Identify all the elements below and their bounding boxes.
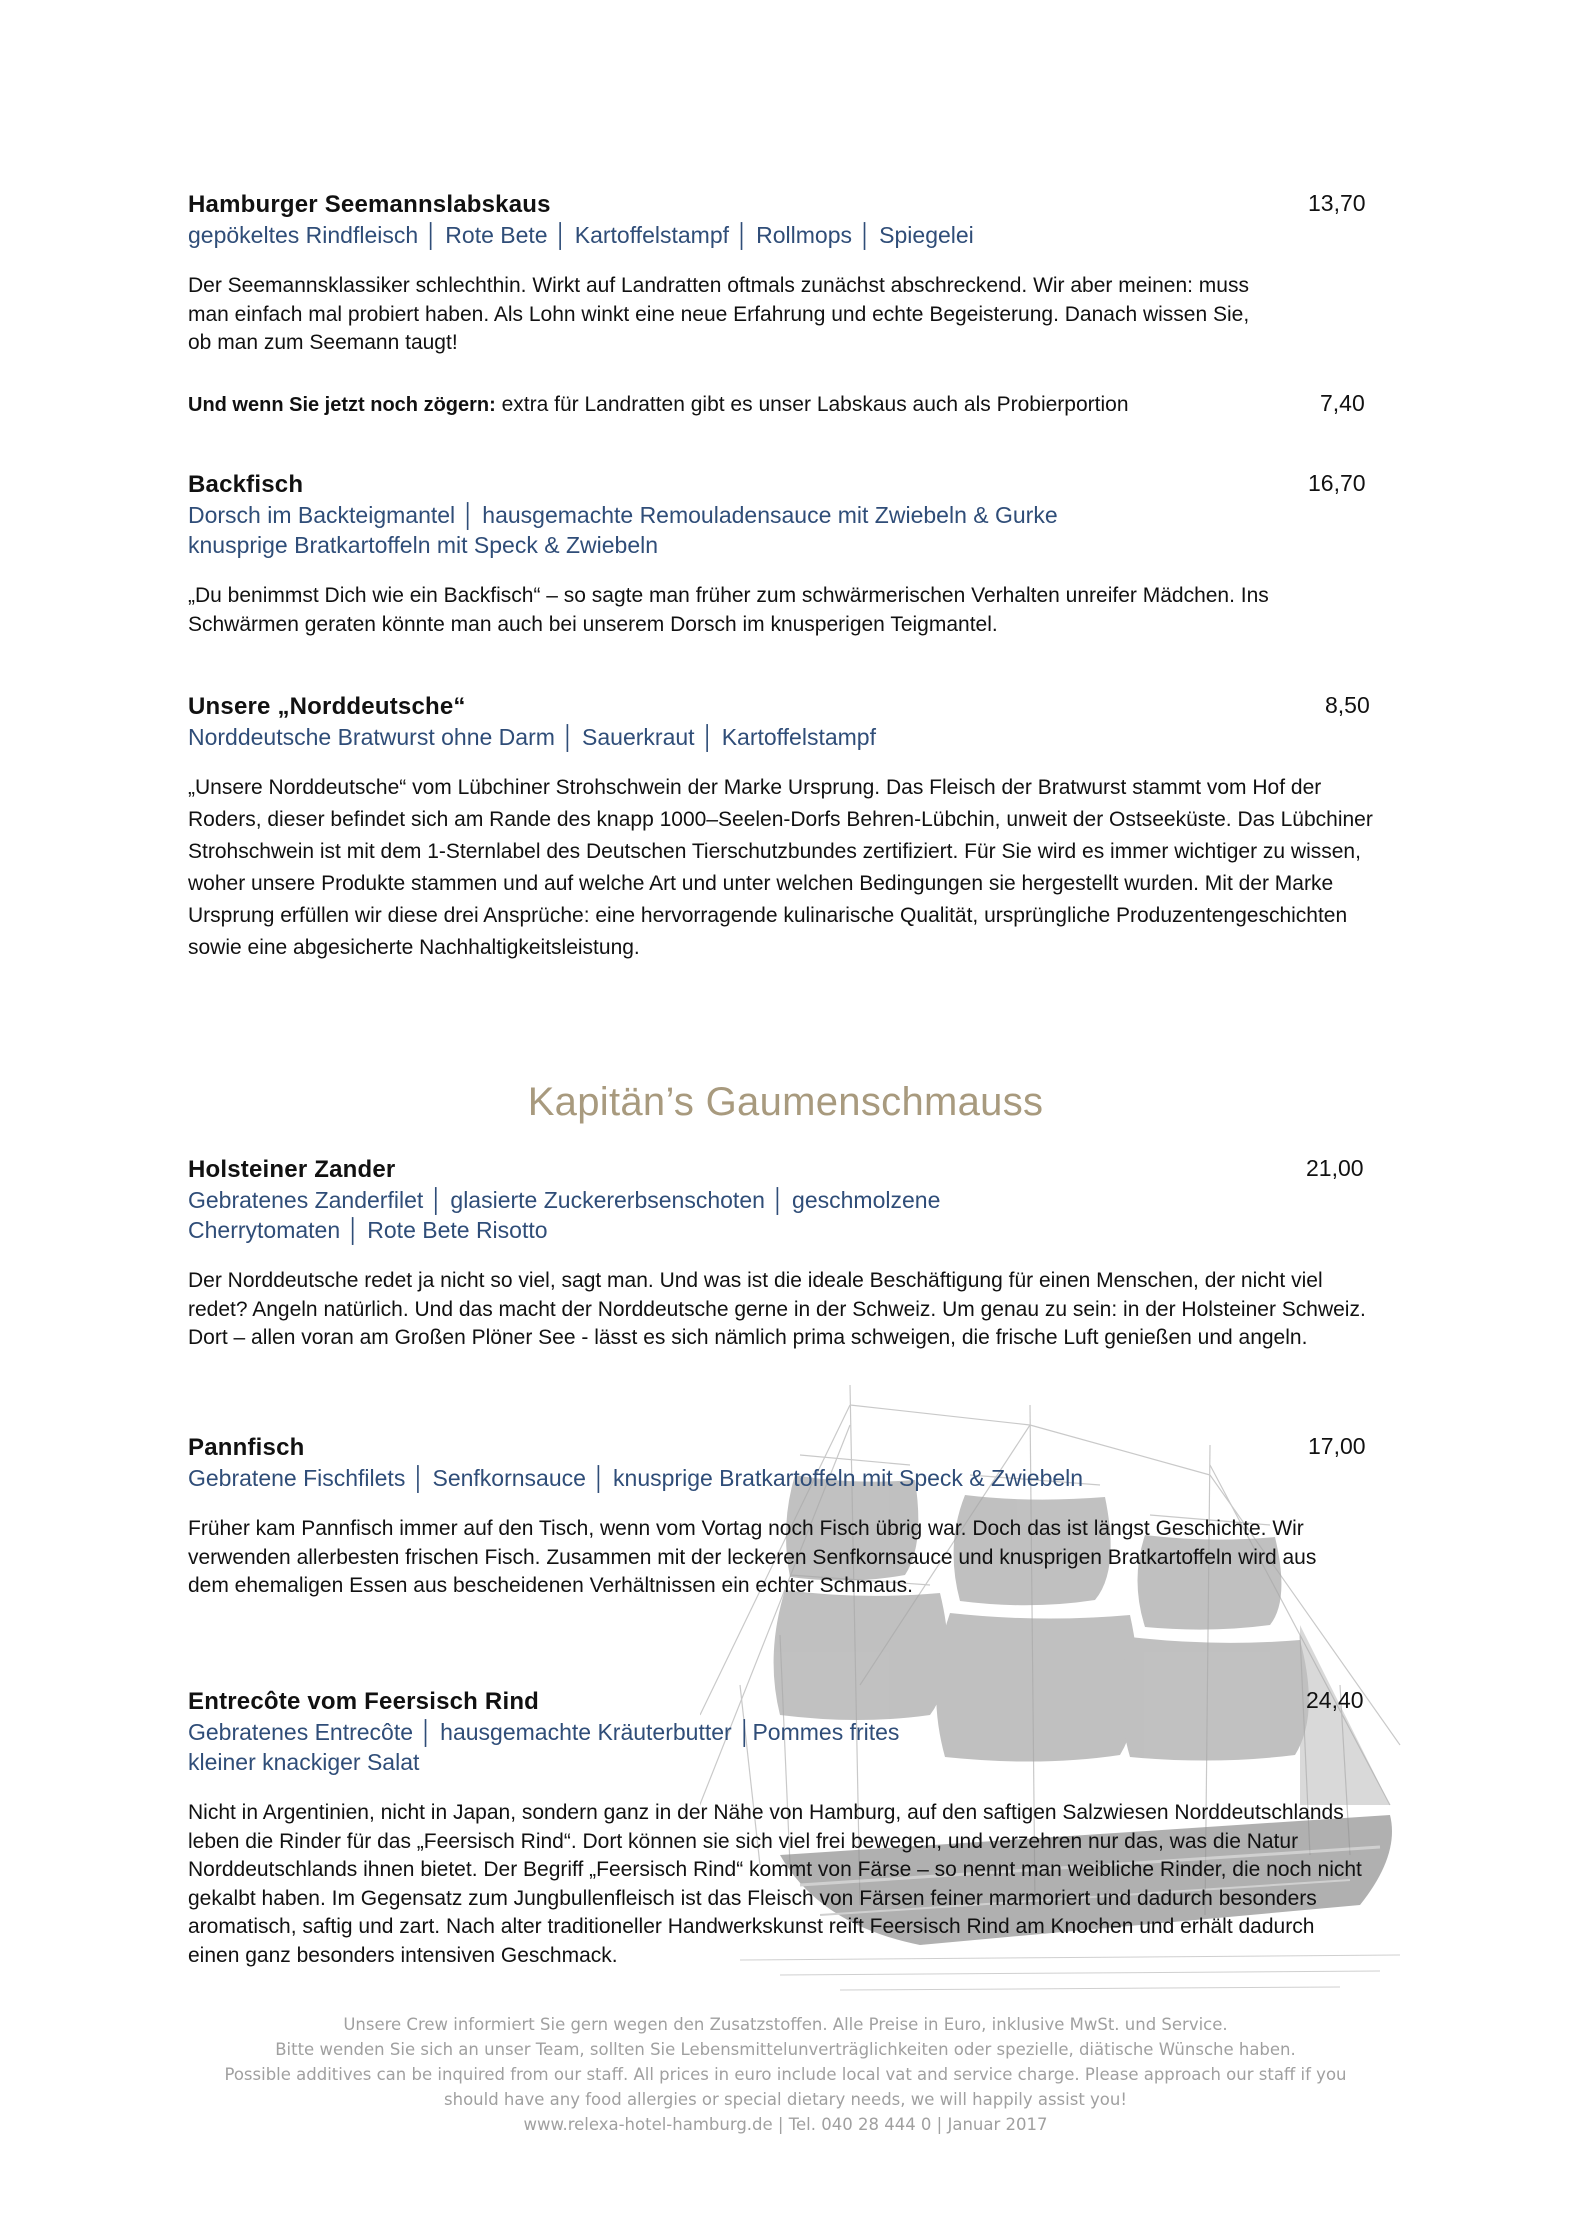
dish-ingredients-line2: knusprige Bratkartoffeln mit Speck & Zwiebeln (188, 532, 659, 558)
dish-ingredients: Dorsch im Backteigmantel │ hausgemachte Remouladensauce mit Zwiebeln & Gurke (188, 502, 1058, 528)
labskaus-tasting-portion (188, 390, 1338, 420)
dish-description: „Du benimmst Dich wie ein Backfisch“ – so sagte man früher zum schwärmerischen Verhalten unreifer Mädchen. Ins Schwärmen geraten könnte man auch bei unserem Dorsch im knusperigen Teigmantel. (188, 584, 1269, 636)
tasting-portion-text: extra für Landratten gibt es unser Labskaus auch als Probierportion (495, 393, 1129, 416)
footer-notice (0, 2012, 1571, 2137)
dish-ingredients: Norddeutsche Bratwurst ohne Darm │ Sauerkraut │ Kartoffelstampf (188, 724, 876, 750)
menu-item-pannfisch (188, 1433, 1388, 1601)
dish-title: Entrecôte vom Feersisch Rind (188, 1688, 540, 1715)
dish-ingredients: gepökeltes Rindfleisch │ Rote Bete │ Kartoffelstampf │ Rollmops │ Spiegelei (188, 222, 974, 248)
dish-price: 8,50 (1325, 692, 1370, 718)
dish-title: Backfisch (188, 471, 304, 498)
dish-price: 16,70 (1308, 470, 1366, 496)
footer-line: should have any food allergies or special dietary needs, we will happily assist you! (444, 2090, 1127, 2109)
menu-item-zander (188, 1155, 1388, 1353)
dish-description: „Unsere Norddeutsche“ vom Lübchiner Strohschwein der Marke Ursprung. Das Fleisch der Bratwurst stammt vom Hof der Roders, dieser befindet sich am Rande des knapp 1000–Seelen-Dorfs Behren-Lübchin, unweit der Ostseeküste. Das Lübchiner Strohschwein ist mit dem 1-Sternlabel des Deutschen Tierschutzbundes zertifiziert. Für Sie wird es immer wichtiger zu wissen, woher unsere Produkte stammen und auf welche Art und unter welchen Bedingungen sie hergestellt wurden. Mit der Marke Ursprung erfüllen wir diese drei Ansprüche: eine hervorragende kulinarische Qualität, ursprüngliche Produzentengeschichten sowie eine abgesicherte Nachhaltigkeitsleistung. (188, 776, 1373, 959)
section-title: Kapitän’s Gaumenschmauss (527, 1080, 1044, 1124)
dish-description: Der Norddeutsche redet ja nicht so viel, sagt man. Und was ist die ideale Beschäftigung für einen Menschen, der nicht viel redet? Angeln natürlich. Und das macht der Norddeutsche gerne in der Schweiz. Um genau zu sein: in der Holsteiner Schweiz. Dort – allen voran am Großen Plöner See - lässt es sich nämlich prima schweigen, die frische Luft genießen und angeln. (188, 1269, 1366, 1349)
footer-line: Possible additives can be inquired from our staff. All prices in euro include local vat and service charge. Please approach our staff if you (224, 2065, 1347, 2084)
menu-item-backfisch (188, 470, 1388, 639)
dish-title: Unsere „Norddeutsche“ (188, 693, 466, 720)
dish-description: Früher kam Pannfisch immer auf den Tisch, wenn vom Vortag noch Fisch übrig war. Doch das ist längst Geschichte. Wir verwenden allerbesten frischen Fisch. Zusammen mit der leckeren Senfkornsauce und knusprigen Bratkartoffeln wird aus dem ehemaligen Essen aus bescheidenen Verhältnissen ein echter Schmaus. (188, 1517, 1317, 1597)
dish-title: Hamburger Seemannslabskaus (188, 191, 551, 218)
tasting-portion-lead: Und wenn Sie jetzt noch zögern: (188, 394, 496, 416)
footer-line: Unsere Crew informiert Sie gern wegen den Zusatzstoffen. Alle Preise in Euro, inklusive MwSt. und Service. (343, 2015, 1228, 2034)
dish-ingredients: Gebratenes Entrecôte │ hausgemachte Kräuterbutter │Pommes frites (188, 1719, 900, 1745)
dish-price: 21,00 (1306, 1155, 1364, 1181)
tasting-portion-price: 7,40 (1320, 390, 1365, 416)
dish-ingredients-line2: kleiner knackiger Salat (188, 1749, 420, 1775)
dish-description: Nicht in Argentinien, nicht in Japan, sondern ganz in der Nähe von Hamburg, auf den saftigen Salzwiesen Norddeutschlands leben die Rinder für das „Feersisch Rind“. Dort können sie sich viel frei bewegen, und verzehren nur das, was die Natur Norddeutschlands ihnen bietet. Der Begriff „Feersisch Rind“ kommt von Färse – so nennt man weibliche Rinder, die noch nicht gekalbt haben. Im Gegensatz zum Jungbullenfleisch ist das Fleisch von Färsen feiner marmoriert und dadurch besonders aromatisch, saftig und zart. Nach alter traditioneller Handwerkskunst reift Feersisch Rind am Knochen und erhält dadurch einen ganz besonders intensiven Geschmack. (188, 1801, 1362, 1967)
dish-price: 17,00 (1308, 1433, 1366, 1459)
dish-price: 13,70 (1308, 190, 1366, 216)
dish-ingredients: Gebratene Fischfilets │ Senfkornsauce │ knusprige Bratkartoffeln mit Speck & Zwiebeln (188, 1465, 1084, 1491)
dish-ingredients: Gebratenes Zanderfilet │ glasierte Zuckererbsenschoten │ geschmolzene (188, 1187, 941, 1213)
footer-line: Bitte wenden Sie sich an unser Team, sollten Sie Lebensmittelunverträglichkeiten oder spezielle, diätische Wünsche haben. (275, 2040, 1296, 2059)
menu-item-entrecote (188, 1687, 1388, 1970)
dish-title: Pannfisch (188, 1434, 305, 1461)
dish-ingredients-line2: Cherrytomaten │ Rote Bete Risotto (188, 1217, 548, 1243)
dish-title: Holsteiner Zander (188, 1156, 396, 1183)
dish-price: 24,40 (1306, 1687, 1364, 1713)
footer-contact: www.relexa-hotel-hamburg.de | Tel. 040 28 444 0 | Januar 2017 (523, 2115, 1048, 2134)
dish-description: Der Seemannsklassiker schlechthin. Wirkt auf Landratten oftmals zunächst abschreckend. Wir aber meinen: muss man einfach mal probiert haben. Als Lohn winkt eine neue Erfahrung und echte Begeisterung. Danach wissen Sie, ob man zum Seemann taugt! (188, 274, 1250, 354)
menu-item-norddeutsche (188, 692, 1388, 964)
menu-item-labskaus (188, 190, 1388, 358)
